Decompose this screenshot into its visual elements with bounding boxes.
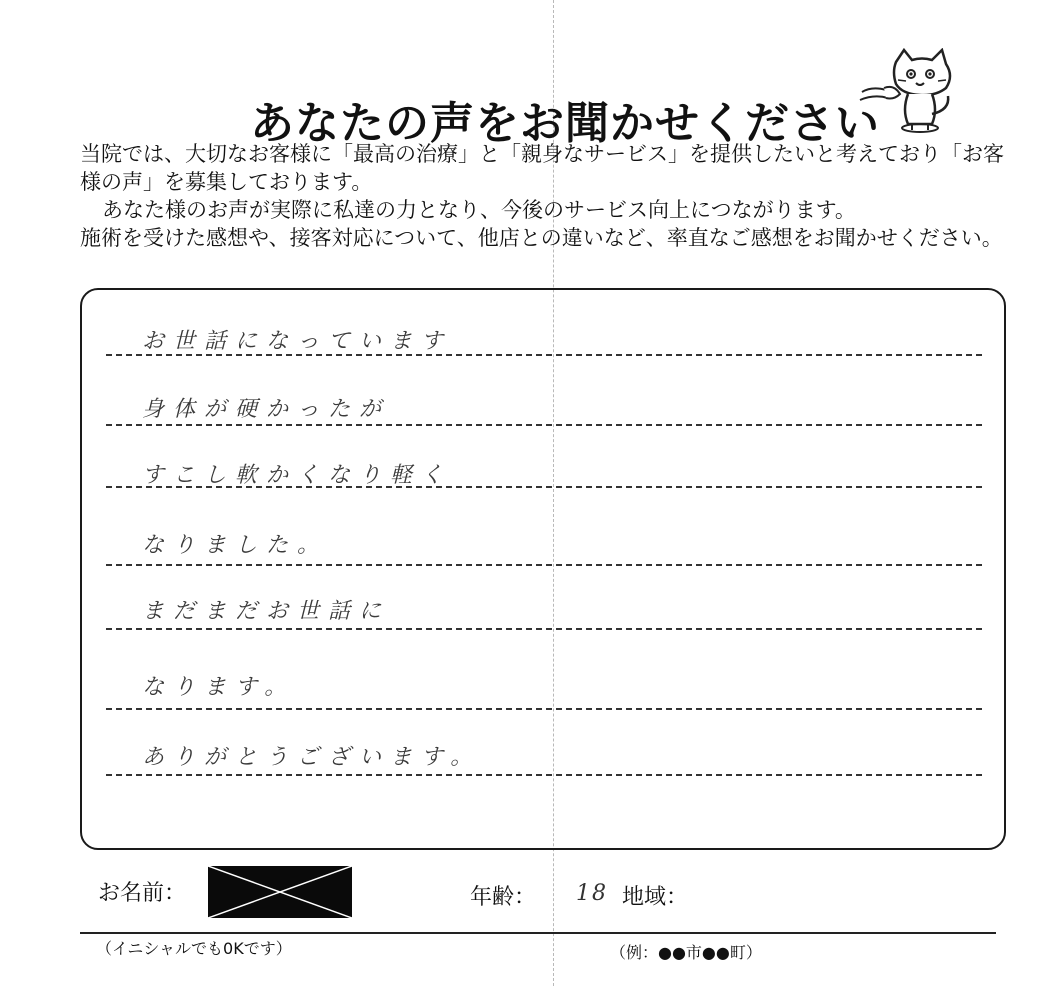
intro-paragraph-2: あなた様のお声が実際に私達の力となり、今後のサービス向上につながります。 — [102, 198, 856, 222]
page-title: あなたの声をお聞かせください — [250, 98, 880, 150]
intro-paragraph-1: 当院では、大切なお客様に「最高の治療」と「親身なサービス」を提供したいと考えており「お客様の声」を募集しております。 — [80, 142, 1004, 194]
writing-rule — [106, 564, 982, 566]
writing-rule — [106, 774, 982, 776]
region-label: 地域： — [622, 885, 689, 910]
comment-line-6: なります。 — [142, 675, 296, 700]
comment-line-5: まだまだお世話に — [142, 599, 391, 624]
writing-rule — [106, 708, 982, 710]
comment-line-2: 身体が硬かったが — [142, 397, 391, 422]
comment-line-1: お世話になっています — [142, 329, 453, 354]
intro-paragraph-3: 施術を受けた感想や、接客対応について、他店との違いなど、率直なご感想をお聞かせください。 — [80, 226, 1003, 250]
writing-rule — [106, 628, 982, 630]
redaction-cross-icon — [208, 866, 352, 918]
intro-text — [80, 140, 1010, 252]
redacted-name-field — [208, 866, 352, 918]
comment-line-3: すこし軟かくなり軽く — [142, 463, 453, 488]
cat-mascot-icon — [858, 48, 958, 136]
name-note: （イニシャルでも0Kです） — [96, 939, 292, 958]
age-label: 年齢： — [470, 885, 537, 910]
age-value: 18 — [576, 881, 608, 906]
writing-rule — [106, 486, 982, 488]
name-label: お名前： — [98, 881, 187, 906]
comment-line-7: ありがとうございます。 — [142, 745, 482, 770]
form-rule — [80, 932, 996, 934]
writing-rule — [106, 424, 982, 426]
region-note: （例：●●市●●町） — [610, 943, 762, 962]
comment-box — [80, 288, 1006, 850]
comment-line-4: なりました。 — [142, 533, 329, 558]
writing-rule — [106, 354, 982, 356]
